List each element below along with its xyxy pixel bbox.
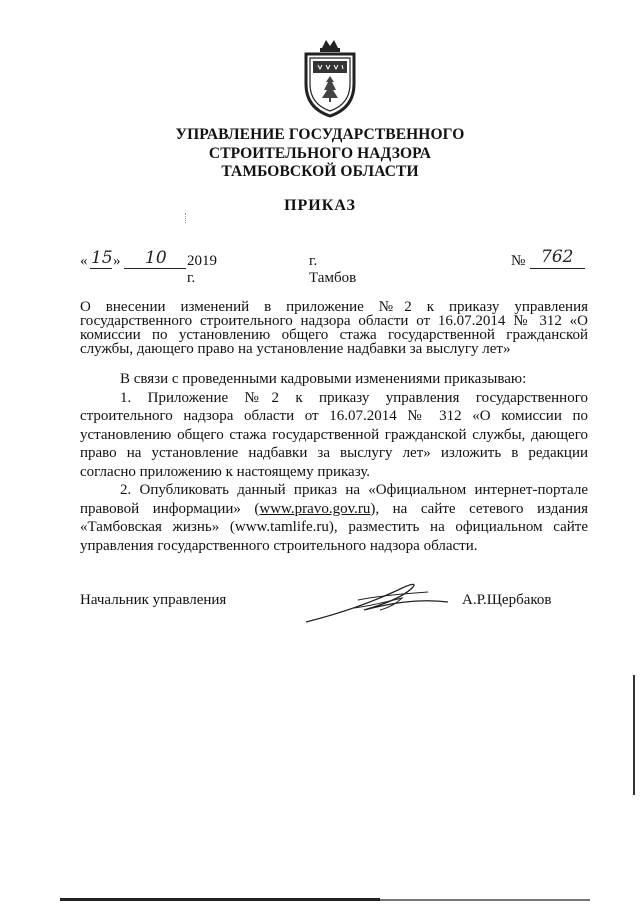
item1-line: согласно приложению к настоящему приказу. [80,463,371,480]
date-open-quote: « [80,253,88,269]
subject-line: государственного строительного надзора области от 16.07.2014 № 312 «О [80,313,588,329]
document-number: 762 [541,247,574,267]
document-body [80,370,588,555]
subject-line: службы, дающего право на установление надбавки за выслугу лет» [80,341,511,357]
organization-name-line-1: УПРАВЛЕНИЕ ГОСУДАРСТВЕННОГО [175,126,465,143]
item1-line: 1. Приложение №2 к приказу управления государственного [120,389,588,406]
date-close-quote: » [113,253,121,269]
item2-line2-prefix: правовой информации» ( [80,500,260,517]
fold-mark [185,213,188,223]
scan-bottom-edge [60,898,380,901]
item1-line: право на установление надбавки за выслугу лет» изложить в редакции [80,445,588,461]
handwritten-signature [298,578,458,628]
document-type-title: ПРИКАЗ [284,197,356,214]
coat-of-arms-emblem [298,38,362,118]
item2-line [80,500,588,519]
number-label: № [511,253,526,269]
item2-line: управления государственного строительного надзора области. [80,537,478,554]
item2-line: «Тамбовская жизнь» (www.tamlife.ru), разместить на официальном сайте [80,519,588,535]
date-month: 10 [145,248,167,268]
organization-name-line-2: СТРОИТЕЛЬНОГО НАДЗОРА [208,145,432,162]
item2-line: 2. Опубликовать данный приказ на «Официальном интернет-портале [120,482,588,498]
scan-edge-mark [633,675,635,795]
organization-name-line-3: ТАМБОВСКОЙ ОБЛАСТИ [221,163,419,180]
signer-position: Начальник управления [80,592,227,608]
item1-line: установлению общего стажа государственной гражданской службы, дающего [80,426,588,443]
month-underline [124,267,186,269]
signer-name: А.Р.Щербаков [462,592,552,608]
document-subject [80,300,588,356]
number-underline [530,267,585,269]
date-day: 15 [91,248,113,268]
subject-line: О внесении изменений в приложение №2 к приказу управления [80,299,588,315]
body-preamble: В связи с проведенными кадровыми изменениями приказываю: [120,371,527,387]
subject-line: комиссии по установлению общего стажа государственной гражданской [80,327,588,343]
date-year: 2019 г. [187,253,217,286]
pravo-gov-link[interactable]: www.pravo.gov.ru [259,500,371,517]
day-underline [90,267,112,269]
item2-line2-suffix: ), на сайте сетевого издания [370,500,588,517]
item1-line: строительного надзора области от 16.07.2014 № 312 «О комиссии по [80,408,588,424]
document-city: г. Тамбов [309,253,357,286]
scan-bottom-edge-light [380,899,590,901]
